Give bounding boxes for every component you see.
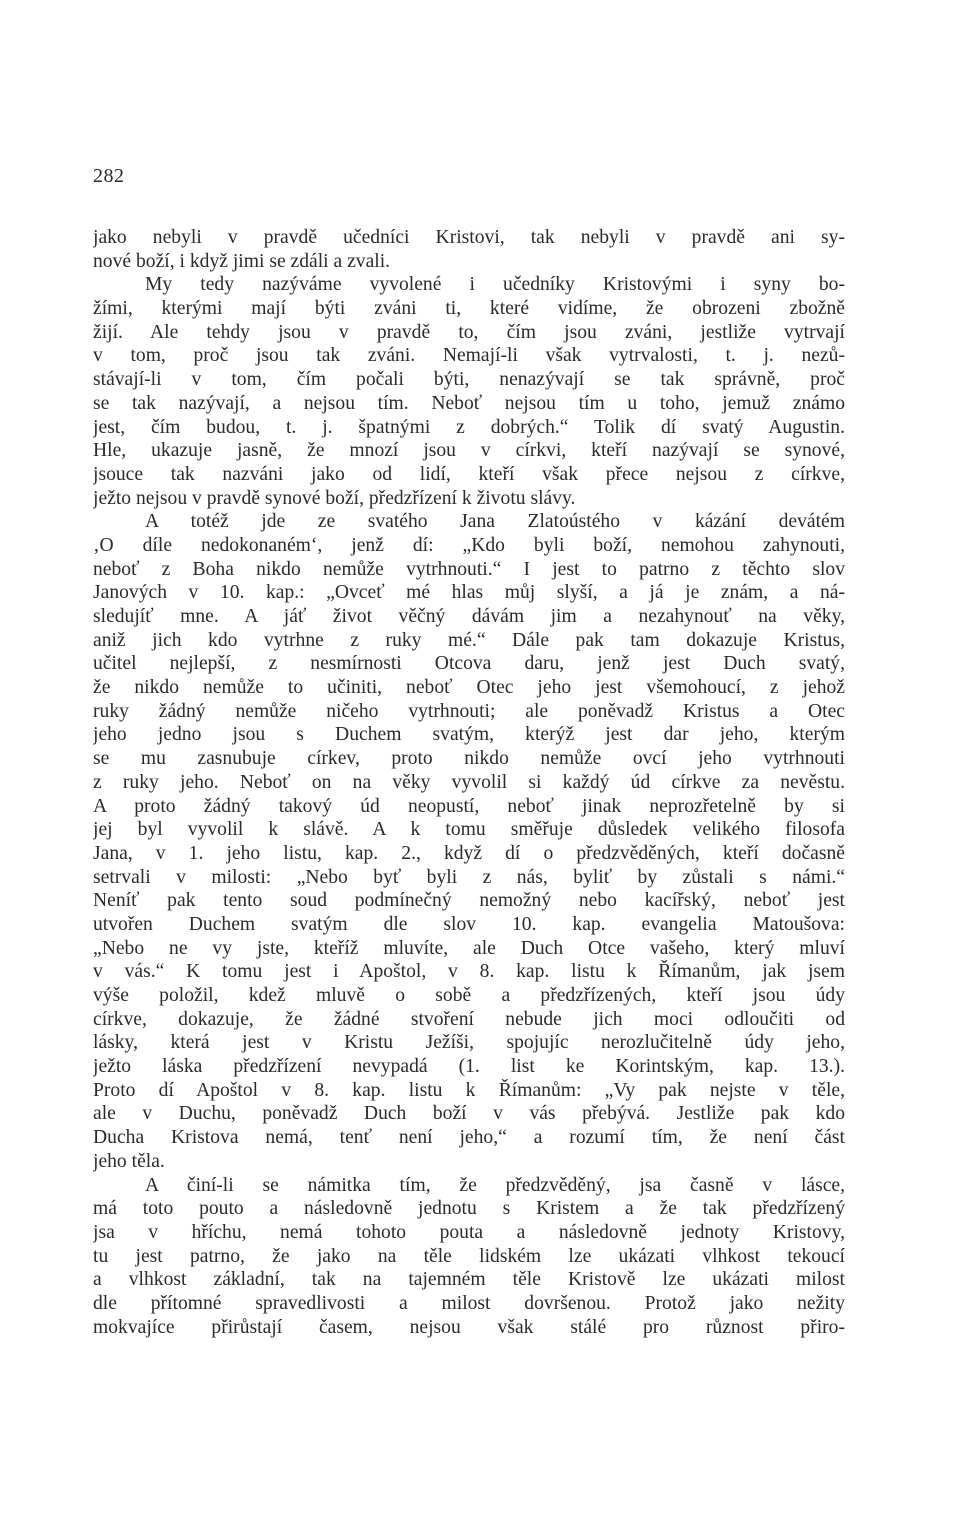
text-line: jako nebyli v pravdě učedníci Kristovi, tak nebyli v pravdě ani sy- [93, 227, 845, 248]
text-line: Ducha Kristova nemá, tenť není jeho,“ a rozumí tím, že není část [93, 1127, 845, 1149]
text-line: z ruky jeho. Neboť on na věky vyvolil si každý úd církve za nevěstu. [93, 771, 845, 793]
text-line: neboť z Boha nikdo nemůže vytrhnouti.“ I jest to patrno z těchto slov [93, 558, 845, 580]
text-line: a vlhkost základní, tak na tajemném těle Kristově lze ukázati milost [93, 1269, 845, 1291]
text-line: setrvali v milosti: „Nebo byť byli z nás, byliť by zůstali s námi.“ [93, 866, 845, 888]
text-line: stávají-li v tom, čím počali býti, nenazývají se tak správně, proč [93, 369, 845, 391]
text-line: ale v Duchu, poněvadž Duch boží v vás přebývá. Jestliže pak kdo [93, 1103, 845, 1125]
text-line: jest, čím budou, t. j. špatnými z dobrých.“ Tolik dí svatý Augustin. [93, 416, 845, 438]
text-line: dle přítomné spravedlivosti a milost dovršenou. Protož jako nežity [93, 1292, 845, 1314]
text-line: ruky žádný nemůže ničeho vytrhnouti; ale poněvadž Kristus a Otec [93, 700, 845, 722]
text-line: žími, kterými mají býti zváni ti, které vidíme, že obrozeni zbožně [93, 298, 845, 320]
text-line: jsouce tak nazváni jako od lidí, kteří však přece nejsou z církve, [93, 463, 845, 485]
text-line: nové boží, i když jimi se zdáli a zvali. [93, 250, 391, 272]
page-number: 282 [93, 165, 125, 187]
text-line: se tak nazývají, a nejsou tím. Neboť nejsou tím u toho, jemuž známo [93, 392, 845, 414]
text-line: ježto láska předzřízení nevypadá (1. list ke Korintským, kap. 13.). [93, 1056, 845, 1078]
text-line: Proto dí Apoštol v 8. kap. listu k Římanům: „Vy pak nejste v těle, [93, 1079, 845, 1101]
text-line: mokvajíce přirůstají časem, nejsou však stálé pro různost přiro- [93, 1316, 845, 1338]
text-line: jeho těla. [93, 1150, 165, 1172]
text-line: výše položil, kdež mluvě o sobě a předzřízených, kteří jsou údy [93, 985, 845, 1006]
text-line: Hle, ukazuje jasně, že mnozí jsou v církvi, kteří nazývají se synové, [93, 440, 845, 462]
text-line: ježto nejsou v pravdě synové boží, předzřízení k životu slávy. [93, 487, 576, 509]
text-line: ‚O díle nedokonaném‘, jenž dí: „Kdo byli boží, nemohou zahynouti, [93, 534, 845, 556]
text-line: sledujíť mne. A jáť život věčný dávám jim a nezahynouť na věky, [93, 606, 845, 627]
text-line: jsa v hříchu, nemá tohoto pouta a následovně jednoty Kristovy, [93, 1221, 845, 1243]
text-line: jeho jedno jsou s Duchem svatým, kterýž jest dar jeho, kterým [93, 724, 845, 746]
text-line: My tedy nazýváme vyvolené i učedníky Kristovými i syny bo- [145, 274, 845, 296]
text-line: že nikdo nemůže to učiniti, neboť Otec jeho jest všemohoucí, z jehož [93, 677, 845, 699]
text-line: jej byl vyvolil k slávě. A k tomu směřuje důsledek velikého filosofa [93, 819, 845, 841]
body-text [93, 226, 845, 1339]
text-line: žijí. Ale tehdy jsou v pravdě to, čím jsou zváni, jestliže vytrvají [93, 321, 845, 343]
text-line: lásky, která jest v Kristu Ježíši, spojujíc nerozlučitelně údy jeho, [93, 1032, 845, 1054]
text-line: učitel nejlepší, z nesmírnosti Otcova daru, jenž jest Duch svatý, [93, 653, 845, 675]
text-line: A činí-li se námitka tím, že předzvěděný, jsa časně v lásce, [145, 1174, 845, 1196]
text-line: aniž jich kdo vytrhne z ruky mé.“ Dále pak tam dokazuje Kristus, [93, 629, 845, 651]
text-line: tu jest patrno, že jako na těle lidském lze ukázati vlhkost tekoucí [93, 1245, 845, 1267]
text-line: utvořen Duchem svatým dle slov 10. kap. evangelia Matoušova: [93, 913, 845, 935]
text-line: se mu zasnubuje církev, proto nikdo nemůže ovcí jeho vytrhnouti [93, 748, 845, 770]
text-line: církve, dokazuje, že žádné stvoření nebude jich moci odloučiti od [93, 1008, 845, 1030]
text-line: Jana, v 1. jeho listu, kap. 2., když dí o předzvěděných, kteří dočasně [93, 842, 845, 864]
text-line: A proto žádný takový úd neopustí, neboť jinak neprozřetelně by si [93, 795, 845, 817]
text-line: „Nebo ne vy jste, kteříž mluvíte, ale Duch Otce vašeho, který mluví [93, 937, 845, 959]
text-line: Janových v 10. kap.: „Ovceť mé hlas můj slyší, a já je znám, a ná- [93, 582, 845, 604]
text-line: A totéž jde ze svatého Jana Zlatoústého v kázání devátém [145, 511, 845, 533]
text-line: v tom, proč jsou tak zváni. Nemají-li však vytrvalosti, t. j. nezů- [93, 345, 845, 367]
text-line: má toto pouto a následovně jednotu s Kristem a že tak předzřízený [93, 1198, 845, 1220]
text-line: Neníť pak tento soud podmínečný nemožný nebo kacířský, neboť jest [93, 890, 845, 912]
text-line: v vás.“ K tomu jest i Apoštol, v 8. kap. listu k Římanům, jak jsem [93, 961, 845, 983]
